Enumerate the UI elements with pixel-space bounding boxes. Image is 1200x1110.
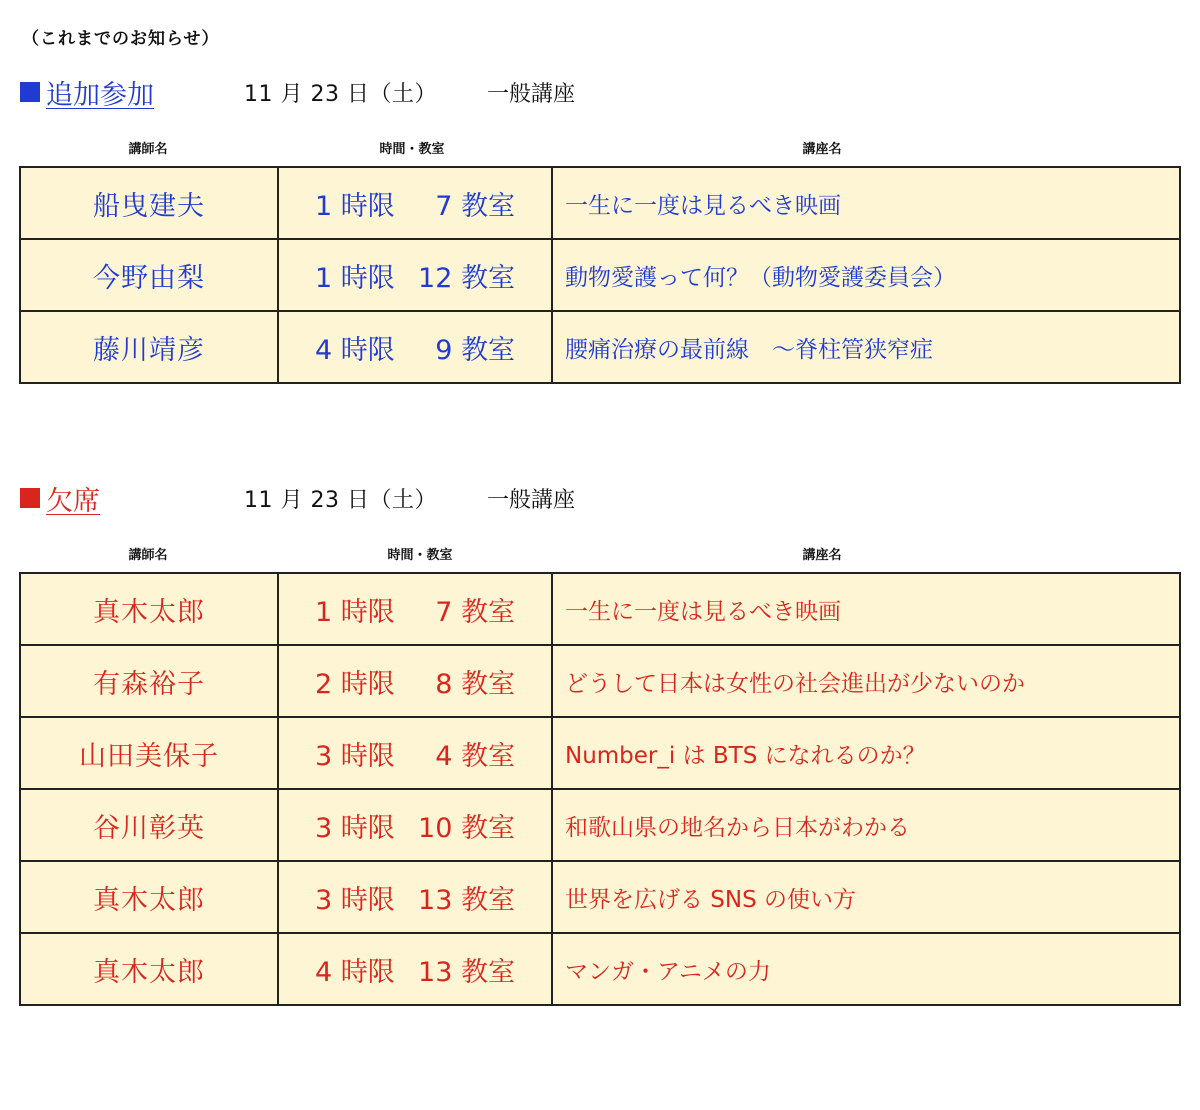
course-cell: マンガ・アニメの力 bbox=[552, 933, 1180, 1005]
section-heading-added bbox=[20, 72, 575, 112]
instructor-cell: 真木太郎 bbox=[20, 933, 278, 1005]
notice-title: （これまでのお知らせ） bbox=[22, 29, 220, 49]
time-room-cell bbox=[278, 573, 552, 645]
room-text: 12 教室 bbox=[418, 262, 515, 294]
instructor-cell: 藤川靖彦 bbox=[20, 311, 278, 383]
table-row bbox=[20, 861, 1180, 933]
course-cell: 動物愛護って何？（動物愛護委員会） bbox=[552, 239, 1180, 311]
period-text: 3 時限 bbox=[315, 884, 395, 916]
table-row bbox=[20, 167, 1180, 239]
table-row bbox=[20, 311, 1180, 383]
room-text: 13 教室 bbox=[418, 956, 515, 988]
table-row bbox=[20, 789, 1180, 861]
column-headers-added bbox=[20, 138, 1180, 158]
period-text: 1 時限 bbox=[315, 596, 395, 628]
table-row bbox=[20, 717, 1180, 789]
time-room-cell bbox=[278, 789, 552, 861]
room-text: 7 教室 bbox=[435, 190, 515, 222]
course-cell: 和歌山県の地名から日本がわかる bbox=[552, 789, 1180, 861]
section-category-absent: 一般講座 bbox=[486, 487, 575, 513]
col-header-time-room: 時間・教室 bbox=[387, 548, 453, 563]
table-row bbox=[20, 933, 1180, 1005]
time-room-cell bbox=[278, 311, 552, 383]
period-text: 2 時限 bbox=[315, 668, 395, 700]
instructor-cell: 有森裕子 bbox=[20, 645, 278, 717]
instructor-cell: 今野由梨 bbox=[20, 239, 278, 311]
table-row bbox=[20, 573, 1180, 645]
instructor-cell: 真木太郎 bbox=[20, 573, 278, 645]
course-cell: 腰痛治療の最前線 ～脊柱管狭窄症 bbox=[552, 311, 1180, 383]
course-cell: どうして日本は女性の社会進出が少ないのか bbox=[552, 645, 1180, 717]
instructor-cell: 山田美保子 bbox=[20, 717, 278, 789]
table-row bbox=[20, 239, 1180, 311]
period-text: 1 時限 bbox=[315, 262, 395, 294]
time-room-cell bbox=[278, 645, 552, 717]
col-header-time-room: 時間・教室 bbox=[379, 142, 445, 157]
section-date-absent: 11 月 23 日（土） bbox=[244, 487, 437, 513]
period-text: 3 時限 bbox=[315, 740, 395, 772]
red-square-icon bbox=[20, 488, 40, 508]
absent-table bbox=[19, 572, 1181, 1006]
room-text: 8 教室 bbox=[435, 668, 515, 700]
time-room-cell bbox=[278, 717, 552, 789]
section-heading-absent bbox=[20, 478, 575, 518]
section-category-added: 一般講座 bbox=[486, 81, 575, 107]
section-date-added: 11 月 23 日（土） bbox=[244, 81, 437, 107]
period-text: 4 時限 bbox=[315, 956, 395, 988]
course-cell: 一生に一度は見るべき映画 bbox=[552, 573, 1180, 645]
course-cell: Number_i は BTS になれるのか？ bbox=[552, 717, 1180, 789]
period-text: 3 時限 bbox=[315, 812, 395, 844]
col-header-instructor: 講師名 bbox=[128, 548, 168, 563]
col-header-course: 講座名 bbox=[802, 142, 842, 157]
instructor-cell: 船曳建夫 bbox=[20, 167, 278, 239]
room-text: 10 教室 bbox=[418, 812, 515, 844]
instructor-cell: 谷川彰英 bbox=[20, 789, 278, 861]
col-header-instructor: 講師名 bbox=[128, 142, 168, 157]
course-cell: 世界を広げる SNS の使い方 bbox=[552, 861, 1180, 933]
period-text: 1 時限 bbox=[315, 190, 395, 222]
room-text: 13 教室 bbox=[418, 884, 515, 916]
time-room-cell bbox=[278, 933, 552, 1005]
time-room-cell bbox=[278, 861, 552, 933]
section-label-absent[interactable]: 欠席 bbox=[46, 485, 100, 517]
time-room-cell bbox=[278, 239, 552, 311]
instructor-cell: 真木太郎 bbox=[20, 861, 278, 933]
blue-square-icon bbox=[20, 82, 40, 102]
room-text: 4 教室 bbox=[435, 740, 515, 772]
col-header-course: 講座名 bbox=[802, 548, 842, 563]
room-text: 7 教室 bbox=[435, 596, 515, 628]
table-row bbox=[20, 645, 1180, 717]
time-room-cell bbox=[278, 167, 552, 239]
period-text: 4 時限 bbox=[315, 334, 395, 366]
course-cell: 一生に一度は見るべき映画 bbox=[552, 167, 1180, 239]
column-headers-absent bbox=[20, 544, 1180, 564]
room-text: 9 教室 bbox=[435, 334, 515, 366]
section-label-added[interactable]: 追加参加 bbox=[46, 79, 154, 111]
added-table bbox=[19, 166, 1181, 384]
